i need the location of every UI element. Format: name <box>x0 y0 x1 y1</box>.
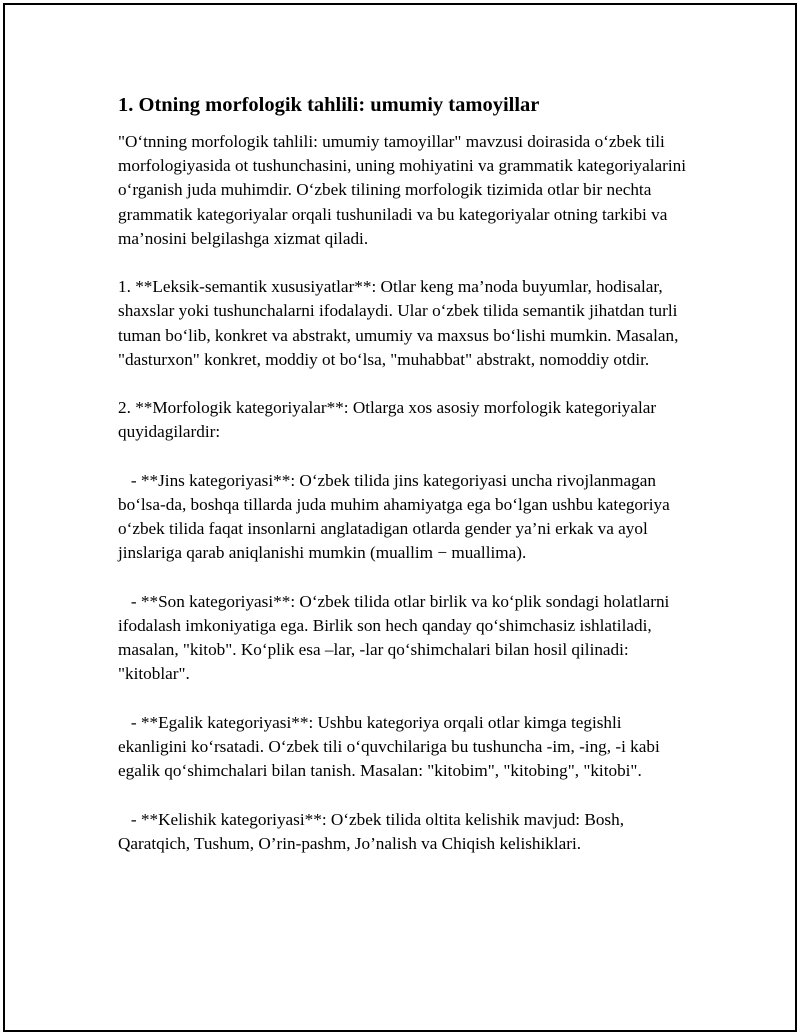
paragraph-gap <box>118 783 688 807</box>
morphological-categories-paragraph: 2. **Morfologik kategoriyalar**: Otlarga xos asosiy morfologik kategoriyalar quyidagilardir: <box>118 398 661 442</box>
section-heading: 1. Otning morfologik tahlili: umumiy tamoyillar <box>118 94 540 116</box>
paragraph-gap <box>118 566 688 590</box>
lexical-semantic-paragraph: 1. **Leksik-semantik xususiyatlar**: Otlar keng ma’noda buyumlar, hodisalar, shaxslar yoki tushunchalarni ifodalaydi. Ular o‘zbek tilida semantik jihatdan turli tuman bo‘lib, konkret va abstrakt, umumiy va maxsus bo‘lishi mumkin. Masalan, "dasturxon" konkret, moddiy ot bo‘lsa, "muhabbat" abstrakt, nomoddiy otdir. <box>118 277 683 369</box>
paragraph-gap <box>118 372 688 396</box>
gender-category-item: - **Jins kategoriyasi**: O‘zbek tilida jins kategoriyasi uncha rivojlanmagan bo‘lsa-da, boshqa tillarda juda muhim ahamiyatga ega bo‘lgan ushbu kategoriya o‘zbek tilida faqat insonlarni anglatadigan otlarda gender ya’ni erkak va ayol jinslariga qarab aniqlanishi mumkin (muallim − muallima). <box>118 470 675 563</box>
case-category-item: - **Kelishik kategoriyasi**: O‘zbek tilida oltita kelishik mavjud: Bosh, Qaratqich, Tushum, O’rin-pashm, Jo’nalish va Chiqish kelishiklari. <box>118 809 629 853</box>
paragraph-gap <box>118 445 688 469</box>
document-body <box>118 93 691 856</box>
paragraph-gap <box>118 687 688 711</box>
possessive-category-item: - **Egalik kategoriyasi**: Ushbu kategoriya orqali otlar kimga tegishli ekanligini ko‘rsatadi. O‘zbek tili o‘quvchilariga bu tushuncha -im, -ing, -i kabi egalik qo‘shimchalari bilan tanish. Masalan: "kitobim", "kitobing", "kitobi". <box>118 712 665 781</box>
paragraph-gap <box>118 251 688 275</box>
number-category-item: - **Son kategoriyasi**: O‘zbek tilida otlar birlik va ko‘plik sondagi holatlarni ifodalash imkoniyatiga ega. Birlik son hech qanday qo‘shimchasiz ishlatiladi, masalan, "kitob". Ko‘plik esa –lar, -lar qo‘shimchalari bilan hosil qilinadi: "kitoblar". <box>118 591 674 684</box>
intro-paragraph: "O‘tnning morfologik tahlili: umumiy tamoyillar" mavzusi doirasida o‘zbek tili morfologiyasida ot tushunchasini, uning mohiyatini va grammatik kategoriyalarini o‘rganish juda muhimdir. O‘zbek tilining morfologik tizimida otlar bir nechta grammatik kategoriyalar orqali tushuniladi va bu kategoriyalar otning tarkibi va ma’nosini belgilashga xizmat qiladi. <box>118 132 691 248</box>
